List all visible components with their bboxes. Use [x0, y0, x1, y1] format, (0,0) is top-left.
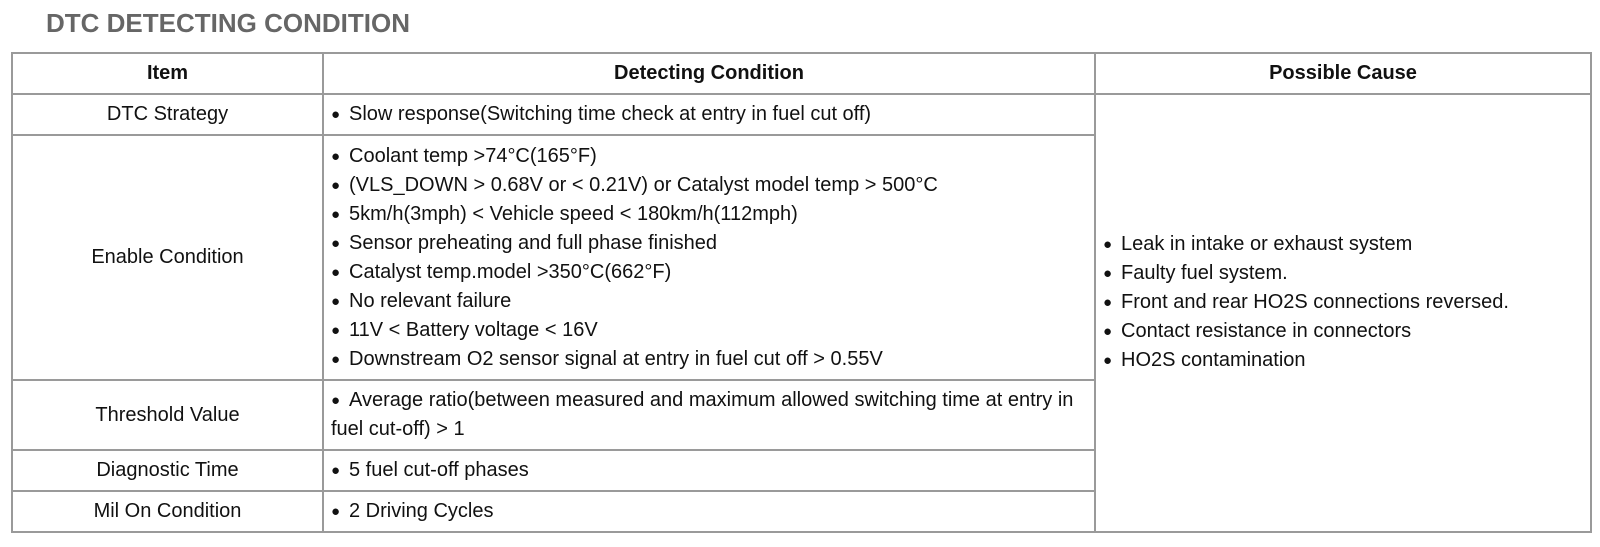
header-item: Item — [12, 53, 323, 94]
condition-diagnostic-time — [323, 450, 1095, 491]
condition-line: ● Catalyst temp.model >350°C(662°F) — [331, 258, 1088, 287]
bullet-icon: ● — [331, 263, 341, 281]
condition-line: ● (VLS_DOWN > 0.68V or < 0.21V) or Catalyst model temp > 500°C — [331, 171, 1088, 200]
bullet-icon: ● — [331, 176, 341, 194]
header-possible-cause: Possible Cause — [1095, 53, 1591, 94]
condition-line: ● 11V < Battery voltage < 16V — [331, 316, 1088, 345]
bullet-icon: ● — [331, 106, 341, 123]
cause-line: ● Faulty fuel system. — [1103, 259, 1584, 288]
bullet-icon: ● — [331, 321, 341, 339]
bullet-icon: ● — [1103, 322, 1113, 340]
table-row — [12, 94, 1591, 135]
condition-dtc-strategy — [323, 94, 1095, 135]
item-threshold-value: Threshold Value — [12, 380, 323, 450]
condition-line: ● Coolant temp >74°C(165°F) — [331, 142, 1088, 171]
item-mil-on-condition: Mil On Condition — [12, 491, 323, 532]
bullet-icon: ● — [331, 147, 341, 165]
condition-threshold — [323, 380, 1095, 450]
bullet-icon: ● — [331, 234, 341, 252]
bullet-icon: ● — [331, 503, 341, 520]
condition-line: ● 5km/h(3mph) < Vehicle speed < 180km/h(112mph) — [331, 200, 1088, 229]
condition-enable — [323, 135, 1095, 380]
bullet-icon: ● — [1103, 293, 1113, 311]
item-dtc-strategy: DTC Strategy — [12, 94, 323, 135]
cause-line: ● Leak in intake or exhaust system — [1103, 230, 1584, 259]
cause-line: ● Contact resistance in connectors — [1103, 317, 1584, 346]
bullet-icon: ● — [331, 350, 341, 368]
condition-line: ● 2 Driving Cycles — [331, 497, 1088, 526]
possible-cause-cell — [1095, 94, 1591, 532]
condition-line: ● No relevant failure — [331, 287, 1088, 316]
bullet-icon: ● — [1103, 235, 1113, 253]
cause-line: ● Front and rear HO2S connections reversed. — [1103, 288, 1584, 317]
bullet-icon: ● — [331, 292, 341, 310]
bullet-icon: ● — [331, 205, 341, 223]
page-title: DTC DETECTING CONDITION — [46, 8, 410, 38]
header-detecting-condition: Detecting Condition — [323, 53, 1095, 94]
condition-line: ● Sensor preheating and full phase finished — [331, 229, 1088, 258]
condition-mil-on — [323, 491, 1095, 532]
dtc-condition-table — [11, 52, 1592, 533]
table-header-row — [12, 53, 1591, 94]
cause-line: ● HO2S contamination — [1103, 346, 1584, 375]
condition-line: ● 5 fuel cut-off phases — [331, 456, 1088, 485]
condition-line: ● Downstream O2 sensor signal at entry in fuel cut off > 0.55V — [331, 345, 1088, 374]
condition-line: ● Average ratio(between measured and maximum allowed switching time at entry in fuel cut-off) > 1 — [331, 386, 1088, 444]
bullet-icon: ● — [1103, 264, 1113, 282]
item-enable-condition: Enable Condition — [12, 135, 323, 380]
bullet-icon: ● — [331, 462, 341, 479]
bullet-icon: ● — [1103, 351, 1113, 369]
condition-line: ● Slow response(Switching time check at entry in fuel cut off) — [331, 100, 1088, 129]
bullet-icon: ● — [331, 392, 341, 409]
item-diagnostic-time: Diagnostic Time — [12, 450, 323, 491]
